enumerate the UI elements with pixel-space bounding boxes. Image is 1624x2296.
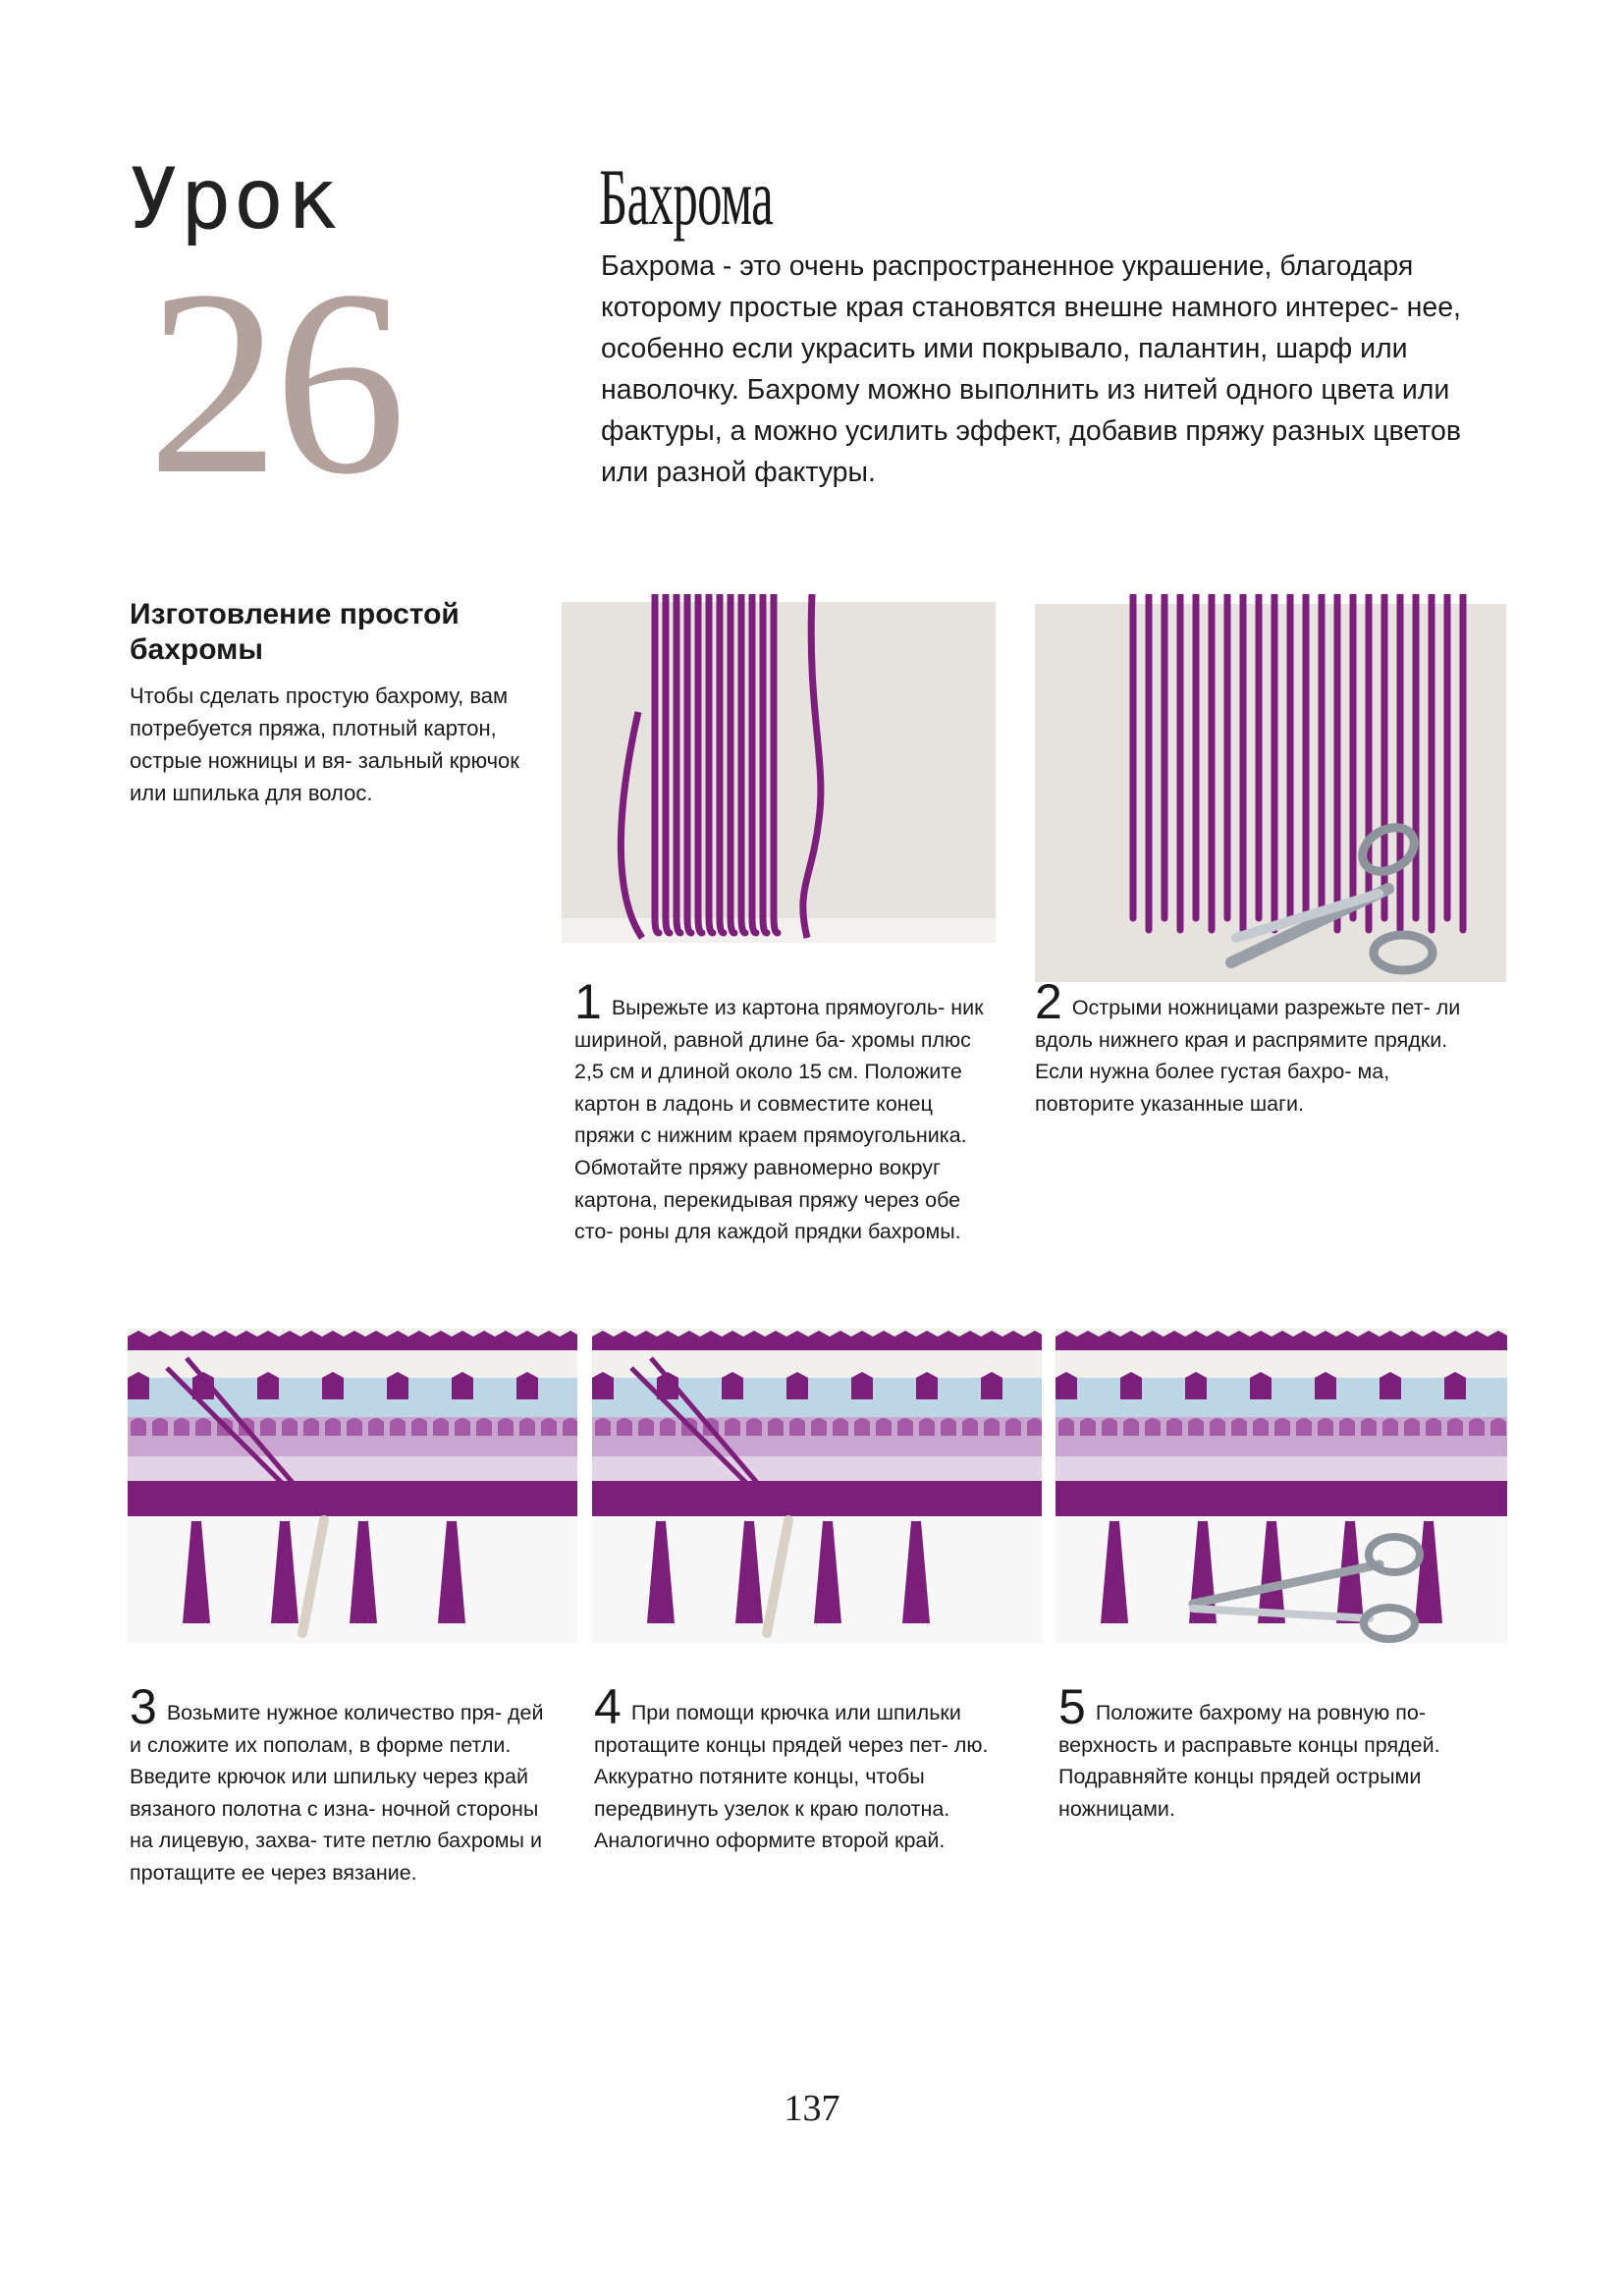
illustration-cut-loops [1035, 594, 1506, 982]
step-text: При помощи крючка или шпильки протащите концы прядей через пет- лю. Аккуратно потяните концы, чтобы передвинуть узелок к краю полотна. Аналогично оформите второй край. [594, 1701, 989, 1853]
step-number: 1 [574, 974, 602, 1029]
step-1 [574, 974, 997, 1248]
intro-paragraph: Бахрома - это очень распространенное украшение, благодаря которому простые края становятся внешне намного интерес- нее, особенно если украсить ими покрывало, палантин, шарф или наволочку. Бахрому можно выполнить из нитей одного цвета или фактуры, а можно усилить эффект, добавив пряжу разных цветов или разной фактуры. [601, 250, 1461, 488]
illustration-wrap-yarn [562, 594, 996, 943]
step-number: 5 [1058, 1679, 1086, 1734]
page-title: Бахрома [599, 152, 774, 242]
step-number: 4 [594, 1679, 622, 1734]
illustration-trim-ends [1056, 1329, 1507, 1643]
step-text: Возьмите нужное количество пря- дей и сложите их пополам, в форме петли. Введите крючок или шпильку через край вязаного полотна с изна- ночной стороны на лицевую, захва- тите петлю бахромы и протащите ее через вязание. [130, 1701, 544, 1885]
page-number: 137 [784, 2088, 840, 2129]
step-number: 2 [1035, 974, 1062, 1029]
step-5 [1058, 1679, 1500, 1825]
illustration-hook-through [128, 1329, 577, 1643]
section-body: Чтобы сделать простую бахрому, вам потребуется пряжа, плотный картон, острые ножницы и вя- зальный крючок или шпилька для волос. [130, 683, 519, 805]
step-2 [1035, 974, 1487, 1120]
step-3 [130, 1679, 552, 1889]
section-heading: Изготовление простой бахромы [130, 598, 460, 666]
step-4 [594, 1679, 1016, 1857]
step-number: 3 [130, 1679, 157, 1734]
step-text: Острыми ножницами разрежьте пет- ли вдоль нижнего края и распрямите прядки. Если нужна более густая бахро- ма, повторите указанные шаги. [1035, 996, 1461, 1116]
step-text: Положите бахрому на ровную по- верхность и расправьте концы прядей. Подравняйте концы прядей острыми ножницами. [1058, 1701, 1440, 1821]
illustration-pull-ends [592, 1329, 1042, 1643]
step-text: Вырежьте из картона прямоуголь- ник шириной, равной длине ба- хромы плюс 2,5 см и длиной около 15 см. Положите картон в ладонь и совместите конец пряжи с нижним краем прямоугольника. Обмотайте пряжу равномерно вокруг картона, перекидывая пряжу через обе сто- роны для каждой прядки бахромы. [574, 996, 984, 1244]
lesson-label: Урок [128, 150, 340, 248]
lesson-number: 26 [147, 236, 401, 529]
